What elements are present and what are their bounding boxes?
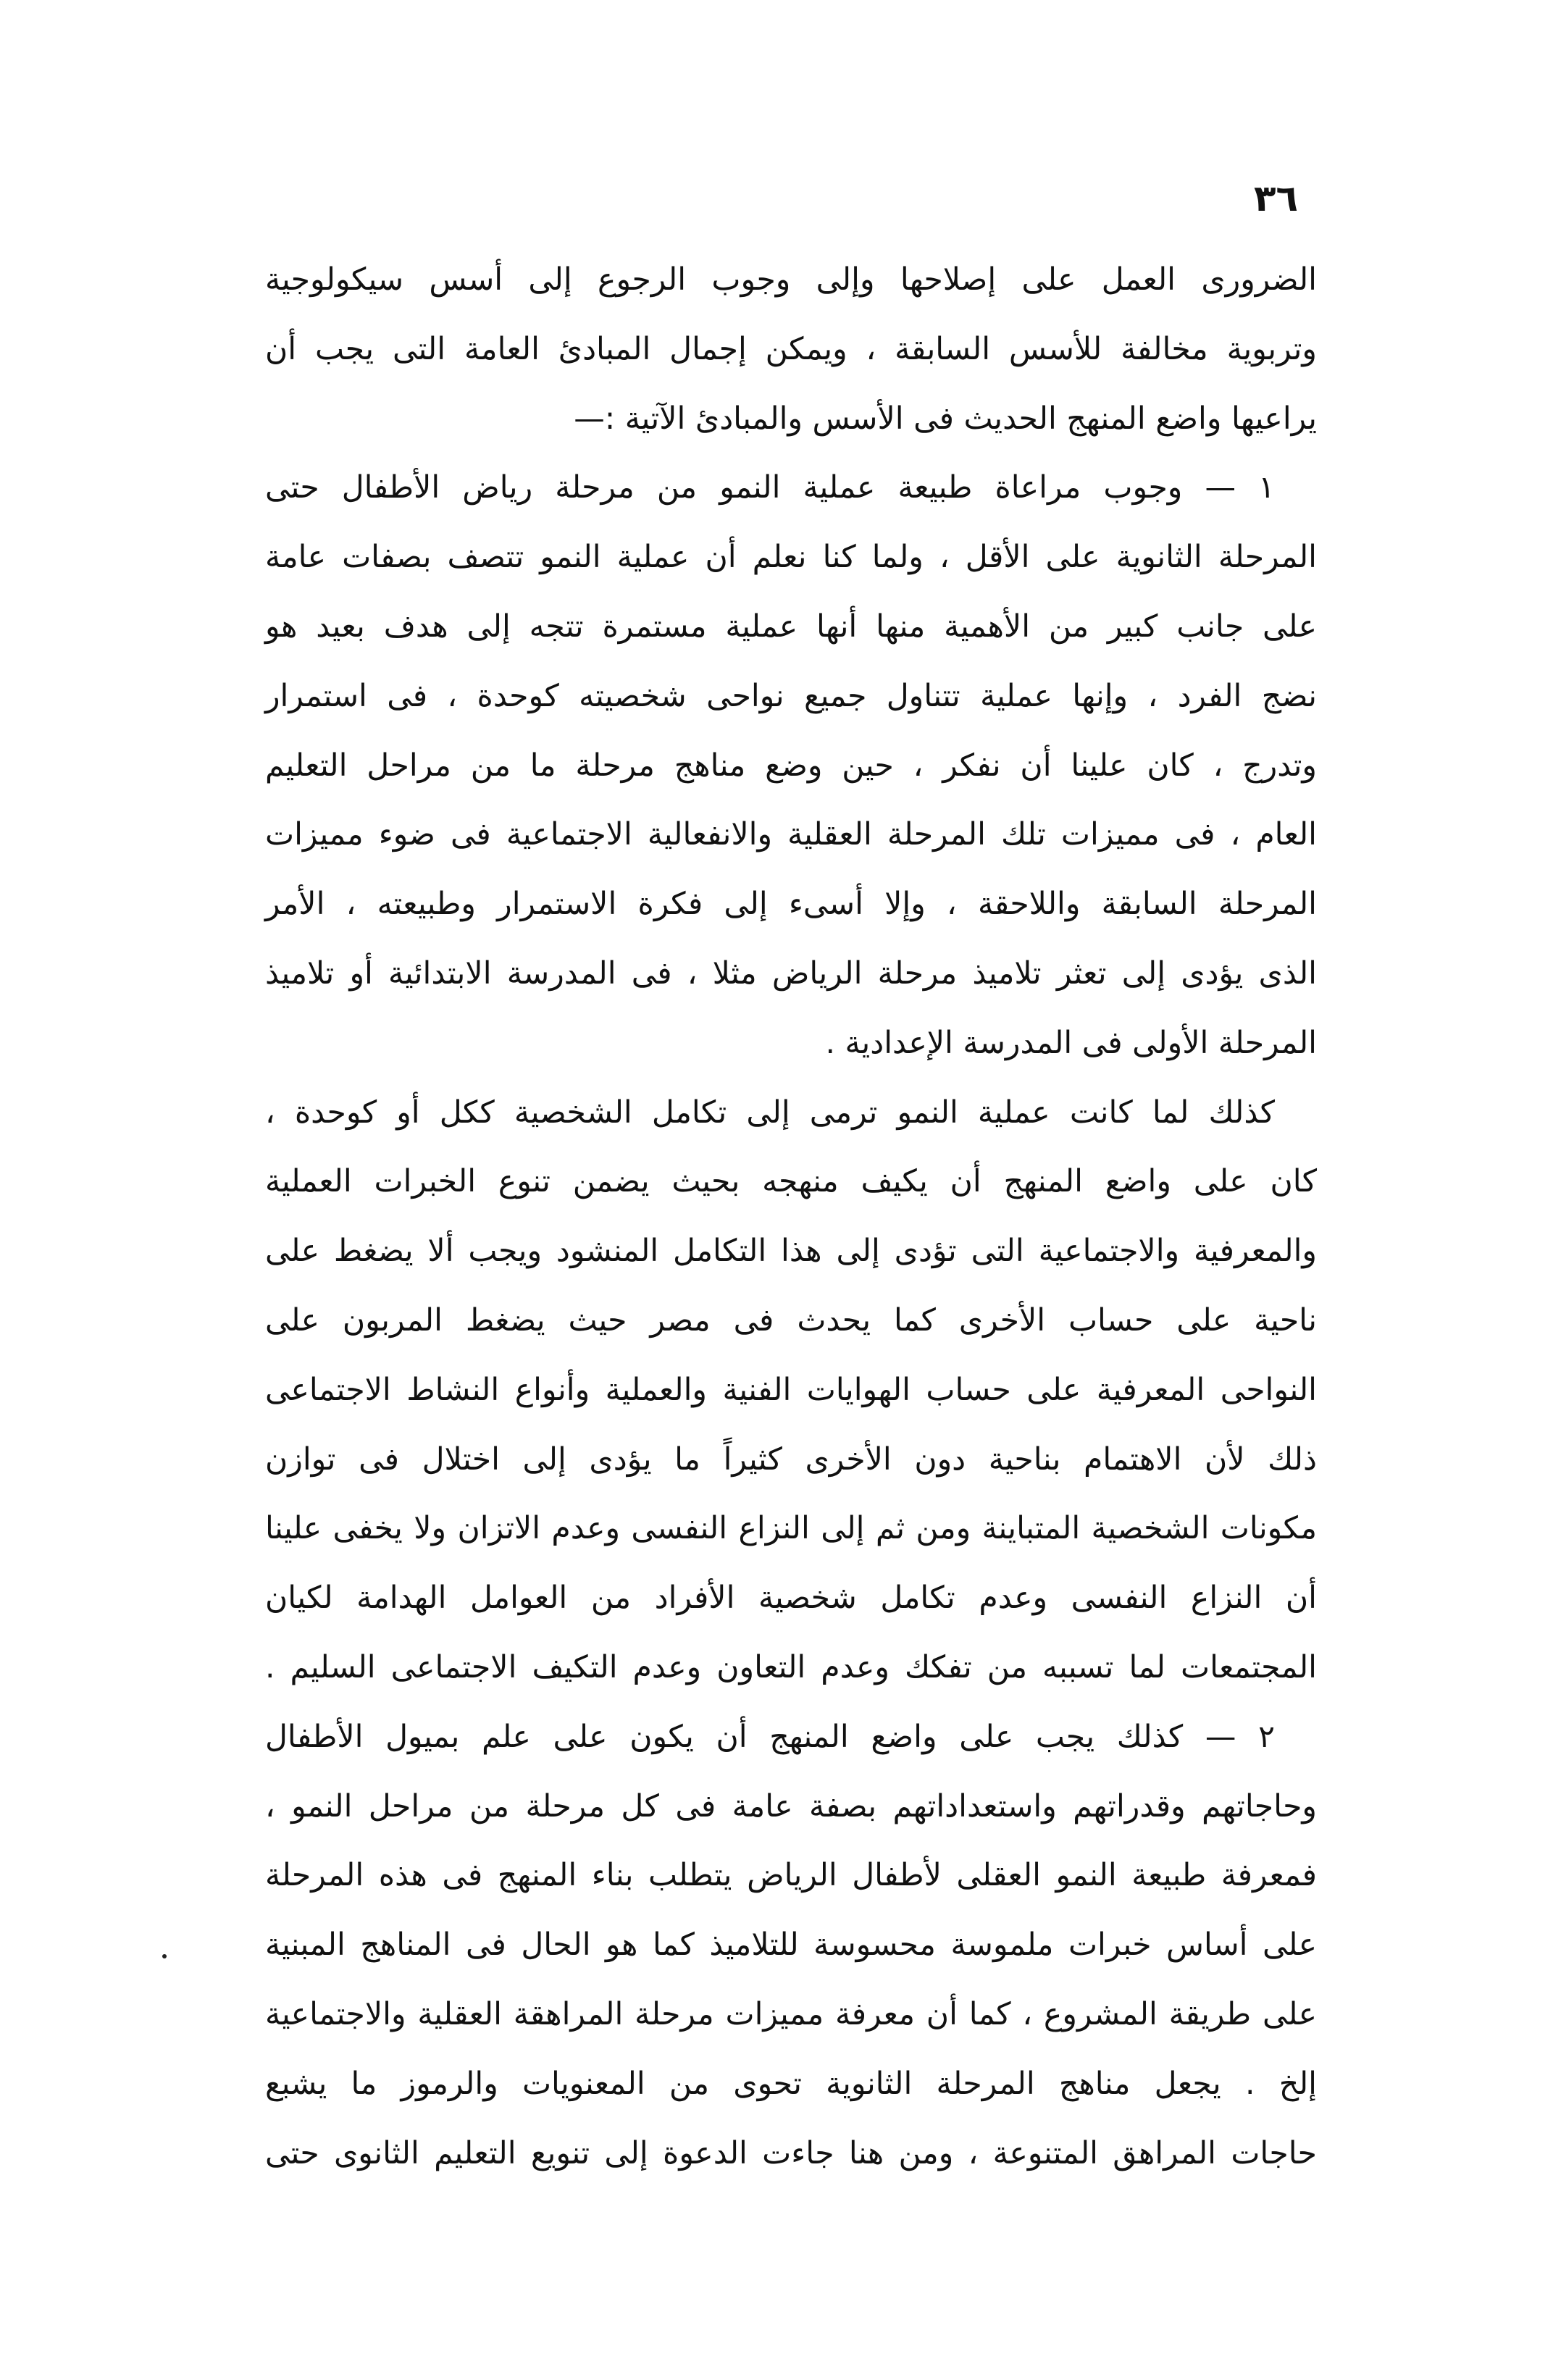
text-line: ذلك لأن الاهتمام بناحية دون الأخرى كثيراً ما يؤدى إلى اختلال فى توازن [265,1441,1317,1478]
text-line: المجتمعات لما تسببه من تفكك وعدم التعاون وعدم التكيف الاجتماعى السليم . [265,1648,1317,1685]
page-number: ٣٦ [1253,177,1298,219]
text-line: والمعرفية والاجتماعية التى تؤدى إلى هذا التكامل المنشود ويجب ألا يضغط على [265,1233,1317,1270]
text-line: إلخ . يجعل مناهج المرحلة الثانوية تحوى من المعنويات والرموز ما يشبع [265,2065,1317,2102]
text-line: وتدرج ، كان علينا أن نفكر ، حين وضع مناهج مرحلة ما من مراحل التعليم [265,747,1317,784]
text-line: أن النزاع النفسى وعدم تكامل شخصية الأفراد من العوامل الهدامة لكيان [265,1580,1317,1617]
text-line: النواحى المعرفية على حساب الهوايات الفنية والعملية وأنواع النشاط الاجتماعى [265,1371,1317,1408]
text-line: العام ، فى مميزات تلك المرحلة العقلية والانفعالية الاجتماعية فى ضوء مميزات [265,816,1317,853]
text-line: الذى يؤدى إلى تعثر تلاميذ مرحلة الرياض مثلا ، فى المدرسة الابتدائية أو تلاميذ [265,955,1317,992]
text-line: المرحلة السابقة واللاحقة ، وإلا أسىء إلى فكرة الاستمرار وطبيعته ، الأمر [265,886,1317,923]
text-line: مكونات الشخصية المتباينة ومن ثم إلى النزاع النفسى وعدم الاتزان ولا يخفى علينا [265,1510,1317,1547]
text-line: على طريقة المشروع ، كما أن معرفة مميزات مرحلة المراهقة العقلية والاجتماعية [265,1995,1317,2032]
text-line: الضرورى العمل على إصلاحها وإلى وجوب الرجوع إلى أسس سيكولوجية [265,261,1317,298]
text-line: يراعيها واضع المنهج الحديث فى الأسس والمبادئ الآتية :— [574,400,1317,437]
scan-speck [162,1954,167,1958]
text-line: على أساس خبرات ملموسة محسوسة للتلاميذ كما هو الحال فى المناهج المبنية [265,1927,1317,1964]
text-line: نضج الفرد ، وإنها عملية تتناول جميع نواحى شخصيته كوحدة ، فى استمرار [265,677,1317,714]
numbered-paragraph-start: ١ — وجوب مراعاة طبيعة عملية النمو من مرحلة رياض الأطفال حتى [265,469,1275,506]
numbered-paragraph-start: ٢ — كذلك يجب على واضع المنهج أن يكون على علم بميول الأطفال [265,1718,1275,1755]
text-line: وتربوية مخالفة للأسس السابقة ، ويمكن إجمال المبادئ العامة التى يجب أن [265,330,1317,367]
text-line: حاجات المراهق المتنوعة ، ومن هنا جاءت الدعوة إلى تنويع التعليم الثانوى حتى [265,2134,1317,2171]
paragraph-start: كذلك لما كانت عملية النمو ترمى إلى تكامل الشخصية ككل أو كوحدة ، [265,1094,1275,1131]
body-text [265,246,1317,2188]
text-line: كان على واضع المنهج أن يكيف منهجه بحيث يضمن تنوع الخبرات العملية [265,1163,1317,1200]
text-line: وحاجاتهم وقدراتهم واستعداداتهم بصفة عامة فى كل مرحلة من مراحل النمو ، [265,1788,1317,1824]
text-line: المرحلة الأولى فى المدرسة الإعدادية . [825,1024,1317,1061]
text-line: على جانب كبير من الأهمية منها أنها عملية مستمرة تتجه إلى هدف بعيد هو [265,608,1317,645]
text-line: المرحلة الثانوية على الأقل ، ولما كنا نعلم أن عملية النمو تتصف بصفات عامة [265,539,1317,576]
text-line: فمعرفة طبيعة النمو العقلى لأطفال الرياض يتطلب بناء المنهج فى هذه المرحلة [265,1857,1317,1894]
text-line: ناحية على حساب الأخرى كما يحدث فى مصر حيث يضغط المربون على [265,1302,1317,1338]
